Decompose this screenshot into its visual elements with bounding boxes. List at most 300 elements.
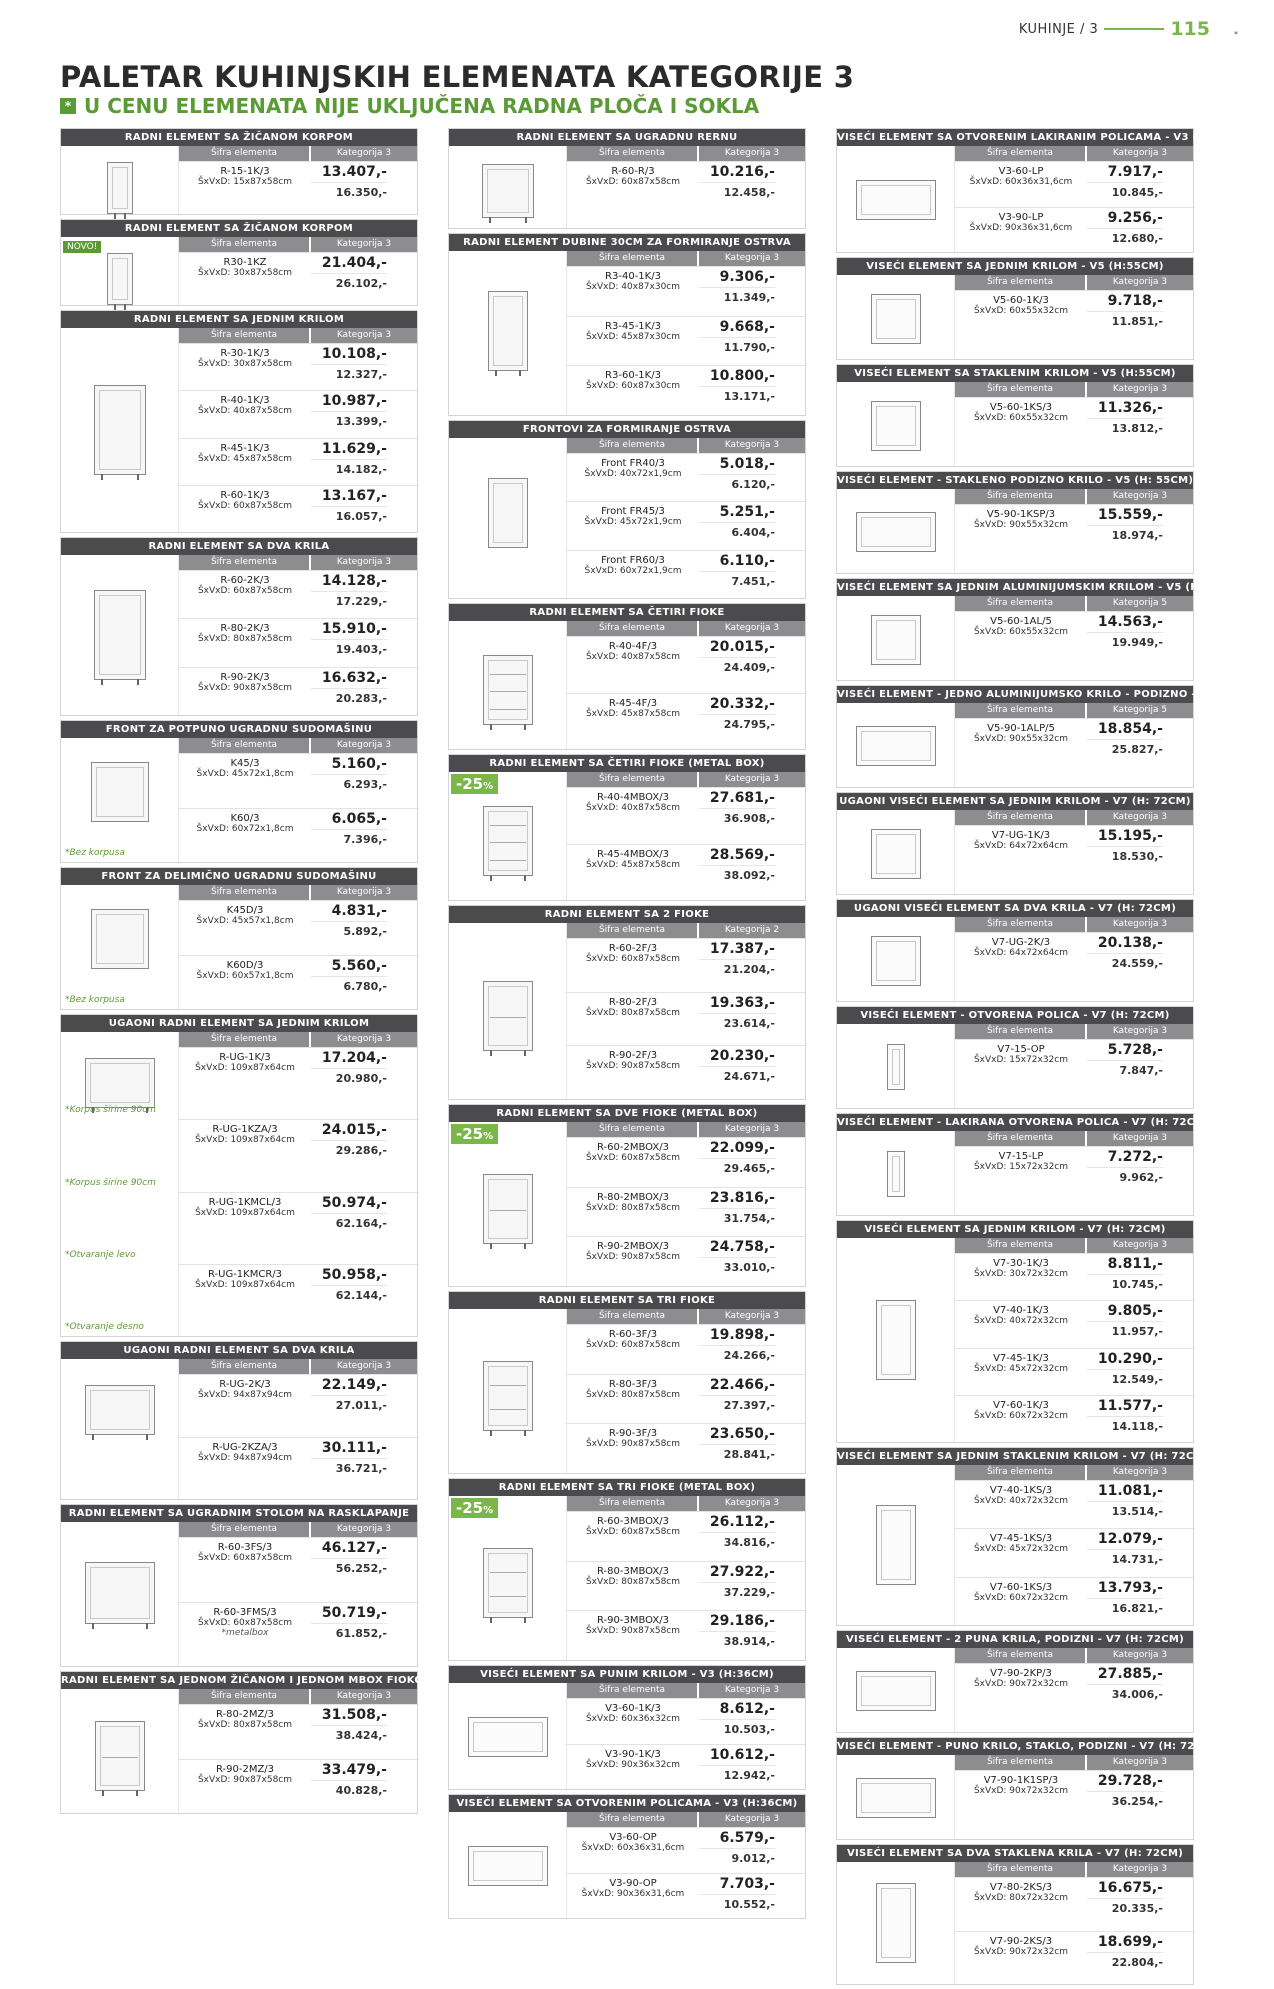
price-table [955, 382, 1193, 466]
section-body [449, 1812, 805, 1918]
cabinet-drawing [871, 401, 921, 451]
current-price: 19.898,- [699, 1325, 775, 1346]
current-price: 5.728,- [1087, 1040, 1163, 1061]
current-price: 30.111,- [311, 1438, 387, 1459]
product-code: R-60-3FMS/3 [213, 1606, 277, 1618]
category-header: Kategorija 3 [311, 328, 417, 343]
product-dimensions: ŠxVxD: 30x72x32cm [973, 1269, 1069, 1279]
product-row [567, 1698, 805, 1744]
old-price: 14.182,- [335, 462, 387, 476]
category-header: Kategorija 3 [699, 1309, 805, 1324]
cabinet-drawing [85, 1058, 155, 1108]
drawer-line [490, 1210, 526, 1211]
current-price: 31.508,- [311, 1705, 387, 1726]
current-price: 10.108,- [311, 344, 387, 365]
current-price: 23.816,- [699, 1188, 775, 1209]
product-code: R-UG-1K/3 [219, 1052, 271, 1063]
current-price: 11.326,- [1087, 398, 1163, 419]
old-price: 12.549,- [1111, 1372, 1163, 1386]
product-image [61, 146, 179, 214]
old-price: 13.812,- [1111, 422, 1163, 435]
current-price: 13.167,- [311, 486, 387, 507]
section-title: RADNI ELEMENT SA UGRADNIM STOLOM NA RASKLAPANJE [61, 1505, 417, 1522]
drawer-line [490, 1572, 526, 1573]
price-table [955, 275, 1193, 359]
product-code-cell [567, 993, 699, 1046]
product-dimensions: ŠxVxD: 60x87x58cm [585, 1340, 681, 1350]
product-row [179, 900, 417, 955]
product-dimensions: ŠxVxD: 40x72x32cm [973, 1496, 1069, 1506]
current-price: 50.719,- [311, 1603, 387, 1624]
product-code: R-60-2K/3 [220, 575, 270, 586]
old-price: 7.847,- [1119, 1064, 1163, 1077]
product-code: R3-60-1K/3 [605, 370, 661, 382]
product-row [567, 693, 805, 750]
product-code-cell [179, 1438, 311, 1500]
current-price: 46.127,- [311, 1538, 387, 1559]
product-dimensions: ŠxVxD: 80x87x58cm [585, 1202, 681, 1213]
old-price: 18.974,- [1111, 529, 1163, 542]
product-code-cell [955, 1878, 1087, 1931]
current-price: 11.629,- [311, 439, 387, 460]
cabinet-drawing [871, 936, 921, 986]
product-code: V5-60-1KS/3 [989, 402, 1053, 413]
product-code: V7-60-1K/3 [993, 1399, 1049, 1411]
current-price: 27.922,- [699, 1562, 775, 1583]
price-cell [699, 267, 805, 316]
product-dimensions: ŠxVxD: 80x87x58cm [197, 1720, 293, 1730]
price-table [567, 1496, 805, 1660]
cabinet-leg [490, 1243, 492, 1249]
product-code: R-15-1K/3 [220, 166, 270, 177]
old-price: 5.892,- [343, 925, 387, 938]
product-code: R-90-2K/3 [220, 671, 270, 683]
section-body [449, 621, 805, 749]
product-section [836, 1447, 1209, 1626]
product-code-cell [955, 719, 1087, 787]
drawer-line [490, 1409, 526, 1410]
category-header: Kategorija 3 [1087, 917, 1193, 932]
product-code: V7-90-2KP/3 [990, 1668, 1052, 1679]
product-row [179, 343, 417, 390]
category-header: Kategorija 5 [1087, 703, 1193, 718]
code-header: Šifra elementa [955, 489, 1085, 504]
cabinet-leg [524, 1050, 526, 1056]
old-price: 20.980,- [335, 1072, 387, 1085]
product-dimensions: ŠxVxD: 60x87x30cm [585, 381, 681, 392]
price-cell [699, 1611, 805, 1660]
product-section [60, 310, 418, 533]
product-code: R3-40-1K/3 [605, 271, 661, 282]
product-code: R-80-3MBOX/3 [597, 1565, 669, 1577]
table-header [179, 237, 417, 252]
product-dimensions: ŠxVxD: 109x87x64cm [195, 1207, 295, 1218]
product-dimensions: ŠxVxD: 60x87x58cm [197, 1617, 293, 1628]
product-row [567, 266, 805, 316]
price-cell [699, 637, 805, 693]
section-body [837, 382, 1193, 466]
product-dimensions: ŠxVxD: 60x36x31,6cm [581, 1843, 685, 1853]
cabinet-leg [137, 474, 139, 480]
product-code-cell [567, 1138, 699, 1187]
price-cell [699, 1375, 805, 1424]
table-header [567, 621, 805, 636]
product-dimensions: ŠxVxD: 80x87x58cm [585, 1389, 681, 1400]
category-header: Kategorija 3 [311, 1689, 417, 1704]
product-code: R-UG-1KZA/3 [212, 1124, 278, 1136]
price-cell [699, 454, 805, 501]
code-header: Šifra elementa [179, 237, 309, 252]
product-dimensions: ŠxVxD: 45x72x32cm [973, 1363, 1069, 1374]
category-header: Kategorija 3 [1087, 1755, 1193, 1770]
product-section [836, 471, 1194, 574]
section-title: FRONT ZA POTPUNO UGRADNU SUDOMAŠINU [61, 721, 417, 738]
product-code-cell [567, 317, 699, 366]
product-row [567, 844, 805, 901]
product-dimensions: ŠxVxD: 45x87x58cm [585, 859, 681, 870]
code-header: Šifra elementa [179, 1032, 309, 1047]
price-cell [699, 551, 805, 598]
product-code-cell [567, 845, 699, 901]
product-dimensions: ŠxVxD: 90x36x31,6cm [581, 1888, 685, 1899]
old-price: 9.012,- [731, 1852, 775, 1865]
product-image [837, 1648, 955, 1732]
product-code-cell [179, 253, 311, 305]
current-price: 24.758,- [699, 1237, 775, 1258]
product-code: R-UG-2KZA/3 [212, 1441, 278, 1453]
product-dimensions: ŠxVxD: 40x87x30cm [585, 282, 681, 292]
product-code-cell [955, 1578, 1087, 1625]
cabinet-drawing [94, 590, 146, 680]
current-price: 9.805,- [1087, 1301, 1163, 1322]
old-price: 24.671,- [723, 1070, 775, 1084]
product-dimensions: ŠxVxD: 90x87x58cm [585, 1252, 681, 1263]
section-title: RADNI ELEMENT SA ŽIČANOM KORPOM [61, 220, 417, 237]
product-row [955, 1348, 1193, 1395]
price-table [955, 810, 1193, 894]
product-code-cell [567, 1745, 699, 1790]
section-title: VISEĆI ELEMENT SA JEDNIM ALUMINIJUMSKIM KRILOM - V5 (H:55CM) [837, 579, 1193, 596]
product-image [837, 810, 955, 894]
category-header: Kategorija 3 [311, 237, 417, 252]
product-dimensions: ŠxVxD: 109x87x64cm [195, 1279, 295, 1290]
product-section [448, 420, 806, 599]
product-code: V3-90-OP [609, 1877, 657, 1889]
category-header: Kategorija 3 [699, 1812, 805, 1827]
old-price: 24.795,- [723, 717, 775, 731]
product-dimensions: ŠxVxD: 80x87x58cm [585, 1007, 681, 1018]
product-code-cell [955, 291, 1087, 359]
old-price: 13.171,- [723, 390, 775, 404]
product-code-cell [567, 788, 699, 844]
product-row [179, 1437, 417, 1500]
price-cell [311, 1438, 417, 1500]
product-row [955, 161, 1193, 207]
price-cell [699, 1237, 805, 1286]
old-price: 22.804,- [1111, 1955, 1163, 1969]
cabinet-leg [524, 1430, 526, 1436]
product-code: R-UG-1KMCL/3 [208, 1196, 282, 1208]
code-header: Šifra elementa [179, 328, 309, 343]
current-price: 19.363,- [699, 993, 775, 1014]
category-header: Kategorija 3 [311, 1522, 417, 1537]
cabinet-leg [524, 1243, 526, 1249]
old-price: 36.721,- [335, 1461, 387, 1475]
product-row [955, 1877, 1193, 1931]
section-body [837, 1648, 1193, 1732]
category-header: Kategorija 3 [699, 438, 805, 453]
section-body [837, 1465, 1193, 1625]
product-code: V5-60-1K/3 [993, 295, 1049, 306]
product-code-cell [179, 619, 311, 666]
table-header [955, 596, 1193, 611]
price-cell [311, 754, 417, 808]
product-code-cell [179, 1048, 311, 1119]
category-header: Kategorija 3 [1087, 146, 1193, 161]
discount-value: -25 [456, 1499, 484, 1517]
page-title: PALETAR KUHINJSKIH ELEMENATA KATEGORIJE 3 [60, 60, 855, 94]
product-dimensions: ŠxVxD: 15x72x32cm [973, 1055, 1069, 1065]
product-dimensions: ŠxVxD: 109x87x64cm [195, 1135, 295, 1146]
price-cell [699, 1562, 805, 1611]
product-dimensions: ŠxVxD: 109x87x64cm [195, 1063, 295, 1073]
price-table [955, 1024, 1193, 1108]
category-header: Kategorija 3 [1087, 489, 1193, 504]
category-header: Kategorija 3 [311, 885, 417, 900]
cabinet-drawing [488, 478, 528, 548]
product-code-cell [955, 933, 1087, 1001]
price-cell [699, 366, 805, 415]
product-code-cell [955, 1349, 1087, 1395]
section-title: VISEĆI ELEMENT SA OTVORENIM POLICAMA - V3 (H:36CM) [449, 1795, 805, 1812]
product-code-cell [179, 391, 311, 437]
product-code-cell [179, 1538, 311, 1602]
product-code: V3-90-LP [998, 211, 1044, 223]
cabinet-leg [92, 1623, 94, 1629]
section-body [61, 1032, 417, 1336]
price-cell [311, 1375, 417, 1437]
product-image [837, 382, 955, 466]
price-cell [1087, 826, 1193, 894]
product-code-cell [955, 1147, 1087, 1215]
product-code: R-40-4MBOX/3 [597, 792, 669, 803]
current-price: 10.987,- [311, 391, 387, 412]
code-header: Šifra elementa [179, 555, 309, 570]
product-section [836, 1844, 1194, 1985]
product-code: R-80-3F/3 [608, 1378, 658, 1390]
current-price: 50.958,- [311, 1265, 387, 1286]
product-code: R-80-2K/3 [220, 623, 270, 635]
product-image [449, 1496, 567, 1660]
old-price: 61.852,- [335, 1626, 387, 1640]
new-badge: NOVO! [63, 241, 101, 253]
price-cell [699, 1828, 805, 1873]
product-dimensions: ŠxVxD: 15x72x32cm [973, 1162, 1069, 1172]
cabinet-leg [490, 724, 492, 730]
product-row [955, 611, 1193, 680]
section-title: RADNI ELEMENT SA TRI FIOKE (METAL BOX) [449, 1479, 805, 1496]
product-row [567, 1511, 805, 1561]
section-title: FRONTOVI ZA FORMIRANJE OSTRVA [449, 421, 805, 438]
section-body [837, 703, 1193, 787]
old-price: 21.204,- [723, 963, 775, 976]
page-number: 115 [1170, 18, 1210, 40]
table-header [955, 810, 1193, 825]
price-cell [1087, 1932, 1193, 1985]
price-table [955, 1862, 1193, 1984]
product-section [836, 1113, 1210, 1216]
product-dimensions: ŠxVxD: 90x36x31,6cm [969, 222, 1073, 233]
product-code: V7-15-LP [998, 1151, 1044, 1162]
table-header [179, 1522, 417, 1537]
product-image [61, 1359, 179, 1499]
product-extra: *metalbox [221, 1627, 269, 1638]
product-code: V7-45-1K/3 [993, 1352, 1049, 1364]
category-header: Kategorija 3 [699, 251, 805, 266]
section-body [61, 1359, 417, 1499]
product-code-cell [179, 1120, 311, 1191]
product-section [836, 899, 1194, 1002]
price-table [179, 237, 417, 305]
old-price: 24.409,- [723, 661, 775, 674]
old-price: 18.530,- [1111, 850, 1163, 863]
section-note: *Bez korpusa [65, 995, 125, 1005]
category-header: Kategorija 3 [699, 772, 805, 787]
price-table [179, 1032, 417, 1336]
product-code: V5-60-1AL/5 [990, 616, 1052, 627]
product-code: R-60-3MBOX/3 [597, 1516, 669, 1527]
price-table [179, 146, 417, 214]
product-section [836, 1006, 1194, 1109]
product-row [567, 365, 805, 415]
product-dimensions: ŠxVxD: 60x87x58cm [197, 586, 293, 596]
product-image [837, 1238, 955, 1442]
product-code-cell [955, 1771, 1087, 1839]
old-price: 36.908,- [723, 812, 775, 825]
price-cell [311, 1705, 417, 1759]
product-section [448, 905, 806, 1100]
product-row [179, 955, 417, 1010]
price-table [567, 251, 805, 415]
price-cell [311, 1120, 417, 1191]
table-header [179, 885, 417, 900]
product-section [60, 219, 418, 306]
product-dimensions: ŠxVxD: 60x36x31,6cm [969, 177, 1073, 187]
code-header: Šifra elementa [955, 810, 1085, 825]
product-dimensions: ŠxVxD: 90x87x58cm [585, 1626, 681, 1637]
product-row [955, 397, 1193, 466]
product-code-cell [567, 454, 699, 501]
product-row [955, 1528, 1193, 1576]
current-price: 6.110,- [699, 551, 775, 572]
table-header [567, 1496, 805, 1511]
product-code-cell [567, 1375, 699, 1424]
cabinet-drawing [488, 291, 528, 371]
section-body [837, 1755, 1193, 1839]
table-header [567, 1683, 805, 1698]
old-price: 20.335,- [1111, 1902, 1163, 1915]
code-header: Šifra elementa [955, 1238, 1085, 1253]
product-code-cell [179, 486, 311, 532]
product-image [837, 489, 955, 573]
discount-badge [451, 1124, 498, 1144]
cabinet-drawing [95, 1721, 145, 1791]
section-body [837, 275, 1193, 359]
section-title: UGAONI VISEĆI ELEMENT SA DVA KRILA - V7 (H: 72CM) [837, 900, 1193, 917]
product-section [836, 578, 1241, 681]
product-code-cell [179, 1375, 311, 1437]
product-image [837, 917, 955, 1001]
cabinet-drawing [91, 762, 149, 822]
old-price: 25.827,- [1111, 743, 1163, 756]
product-code-cell [955, 826, 1087, 894]
product-dimensions: ŠxVxD: 64x72x64cm [973, 948, 1069, 958]
category-header: Kategorija 3 [699, 1122, 805, 1137]
current-price: 22.149,- [311, 1375, 387, 1396]
old-price: 19.949,- [1111, 636, 1163, 649]
section-body [61, 555, 417, 715]
product-code-cell [179, 956, 311, 1010]
section-title: RADNI ELEMENT SA JEDNIM KRILOM [61, 311, 417, 328]
cabinet-drawing [107, 253, 133, 305]
product-dimensions: ŠxVxD: 60x87x58cm [585, 177, 681, 187]
product-code-cell [567, 939, 699, 992]
product-code-cell [567, 1046, 699, 1099]
section-title: VISEĆI ELEMENT - JEDNO ALUMINIJUMSKO KRILO - PODIZNO - V5 (H:55CM) [837, 686, 1193, 703]
current-price: 9.718,- [1087, 291, 1163, 312]
category-header: Kategorija 5 [1087, 596, 1193, 611]
product-row [179, 808, 417, 863]
product-dimensions: ŠxVxD: 60x72x32cm [973, 1592, 1069, 1603]
code-header: Šifra elementa [955, 382, 1085, 397]
section-body [449, 146, 805, 228]
product-row [179, 438, 417, 485]
old-price: 23.614,- [723, 1016, 775, 1030]
product-code: V5-90-1ALP/5 [987, 723, 1055, 734]
old-price: 28.841,- [723, 1448, 775, 1462]
product-code: R-45-4F/3 [608, 697, 658, 709]
section-body [61, 1522, 417, 1666]
drawer-line [102, 1757, 138, 1758]
product-section [836, 257, 1194, 360]
old-price: 38.914,- [723, 1635, 775, 1649]
section-title: VISEĆI ELEMENT - LAKIRANA OTVORENA POLICA - V7 (H: 72CM) [837, 1114, 1193, 1131]
product-code: V5-90-1KSP/3 [986, 509, 1056, 520]
product-dimensions: ŠxVxD: 90x87x58cm [585, 1061, 681, 1072]
price-table [179, 885, 417, 1009]
product-image [449, 438, 567, 598]
price-cell [1087, 398, 1193, 466]
cabinet-leg [136, 1790, 138, 1796]
product-row [179, 753, 417, 808]
price-cell [311, 391, 417, 437]
product-dimensions: ŠxVxD: 45x72x1,8cm [196, 769, 294, 779]
column-middle [448, 128, 806, 1923]
product-section [60, 1014, 418, 1337]
product-row [955, 932, 1193, 1001]
cabinet-leg [490, 1430, 492, 1436]
cabinet-leg [490, 1617, 492, 1623]
current-price: 13.793,- [1087, 1578, 1163, 1599]
old-price: 29.286,- [335, 1144, 387, 1158]
product-row [567, 1744, 805, 1790]
price-cell [1087, 1529, 1193, 1576]
product-row [179, 1759, 417, 1814]
old-price: 6.404,- [731, 526, 775, 540]
old-price: 11.851,- [1111, 315, 1163, 328]
product-code: R-90-2MZ/3 [215, 1763, 275, 1775]
product-code-cell [179, 901, 311, 955]
